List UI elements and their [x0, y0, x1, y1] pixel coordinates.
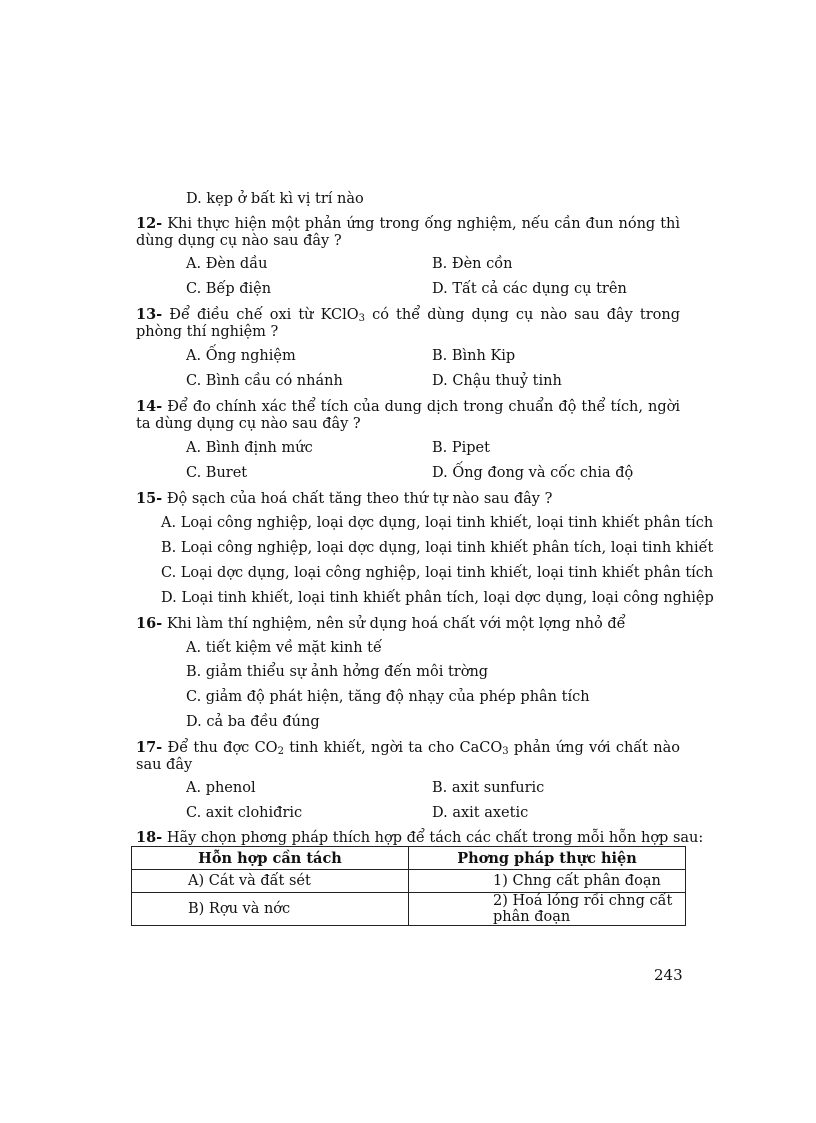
q13-text-before: Để điều chế oxi từ KClO [169, 307, 359, 323]
q14-option-a: A. Bình định mức [186, 440, 313, 456]
q17-text-2: tinh khiết, ngời ta cho CaCO [283, 740, 503, 756]
table-row [132, 870, 686, 893]
q14-option-d: D. Ống đong và cốc chia độ [432, 465, 634, 481]
q15-option-d: D. Loại tinh khiết, loại tinh khiết phân tích, loại dợc dụng, loại công nghiệp [161, 590, 714, 606]
q17-question [136, 739, 680, 774]
separation-table [131, 846, 686, 926]
q17-subscript-1: 2 [277, 746, 284, 757]
q17-option-a: A. phenol [186, 780, 256, 796]
table-header-row [132, 847, 686, 870]
q17-number: 17- [136, 739, 163, 756]
q13-option-a: A. Ống nghiệm [186, 348, 296, 364]
table-header-method: Phơng pháp thực hiện [409, 847, 686, 870]
q18-question [136, 829, 703, 847]
q15-option-a: A. Loại công nghiệp, loại dợc dụng, loại tinh khiết, loại tinh khiết phân tích [161, 515, 714, 531]
q16-text: Khi làm thí nghiệm, nên sử dụng hoá chất với một lợng nhỏ để [166, 616, 626, 632]
q18-number: 18- [136, 829, 163, 846]
q14-option-c: C. Buret [186, 465, 248, 481]
q16-option-d: D. cả ba đều đúng [186, 714, 320, 730]
q16-option-b: B. giảm thiểu sự ảnh hởng đến môi trờng [186, 664, 489, 680]
q15-text: Độ sạch của hoá chất tăng theo thứ tự nào sau đây ? [166, 491, 553, 507]
table-cell-method: 2) Hoá lỏng rồi chng cất phân đoạn [409, 893, 686, 926]
q17-text-3: phản ứng với chất nào sau đây [136, 740, 680, 773]
page-number: 243 [654, 966, 683, 984]
q13-question [136, 306, 680, 341]
q13-option-b: B. Bình Kip [432, 348, 516, 364]
q13-option-c: C. Bình cầu có nhánh [186, 373, 343, 389]
q18-text: Hãy chọn phơng pháp thích hợp để tách các chất trong mỗi hỗn hợp sau: [166, 830, 704, 846]
q16-question [136, 615, 626, 633]
q16-option-c: C. giảm độ phát hiện, tăng độ nhạy của phép phân tích [186, 689, 590, 705]
table-cell-mixture: A) Cát và đất sét [132, 870, 409, 893]
q17-text-1: Để thu đợc CO [167, 740, 278, 756]
q17-option-c: C. axit clohiđric [186, 805, 303, 821]
q13-subscript: 3 [358, 313, 366, 324]
q14-option-b: B. Pipet [432, 440, 490, 456]
q17-subscript-2: 3 [502, 746, 509, 757]
table-cell-method: 1) Chng cất phân đoạn [409, 870, 686, 893]
q12-question [136, 215, 680, 250]
q15-number: 15- [136, 490, 163, 507]
q15-question [136, 490, 552, 508]
q15-option-b: B. Loại công nghiệp, loại dợc dụng, loại tinh khiết phân tích, loại tinh khiết [161, 540, 714, 556]
q14-text: Để đo chính xác thể tích của dung dịch trong chuẩn độ thể tích, ngời ta dùng dụng cụ nào sau đây ? [136, 399, 680, 432]
q12-option-c: C. Bếp điện [186, 281, 272, 297]
q16-option-a: A. tiết kiệm về mặt kinh tế [186, 640, 382, 656]
q17-option-b: B. axit sunfuric [432, 780, 545, 796]
q12-option-b: B. Đèn cồn [432, 256, 513, 272]
q12-option-a: A. Đèn dầu [186, 256, 268, 272]
table-header-mixture: Hỗn hợp cần tách [132, 847, 409, 870]
q12-option-d: D. Tất cả các dụng cụ trên [432, 281, 627, 297]
q13-text-after: có thể dùng dụng cụ nào sau đây trong phòng thí nghiệm ? [136, 307, 680, 340]
q12-text: Khi thực hiện một phản ứng trong ống nghiệm, nếu cần đun nóng thì dùng dụng cụ nào sau đây ? [136, 216, 681, 249]
table-cell-mixture: B) Rợu và nớc [132, 893, 409, 926]
table-row [132, 893, 686, 926]
q17-option-d: D. axit axetic [432, 805, 529, 821]
q16-number: 16- [136, 615, 163, 632]
q14-question [136, 398, 680, 433]
q12-number: 12- [136, 215, 163, 232]
q11-option-d: D. kẹp ở bất kì vị trí nào [186, 191, 364, 207]
q15-option-c: C. Loại dợc dụng, loại công nghiệp, loại tinh khiết, loại tinh khiết phân tích [161, 565, 714, 581]
q13-number: 13- [136, 306, 163, 323]
q14-number: 14- [136, 398, 163, 415]
q13-option-d: D. Chậu thuỷ tinh [432, 373, 562, 389]
